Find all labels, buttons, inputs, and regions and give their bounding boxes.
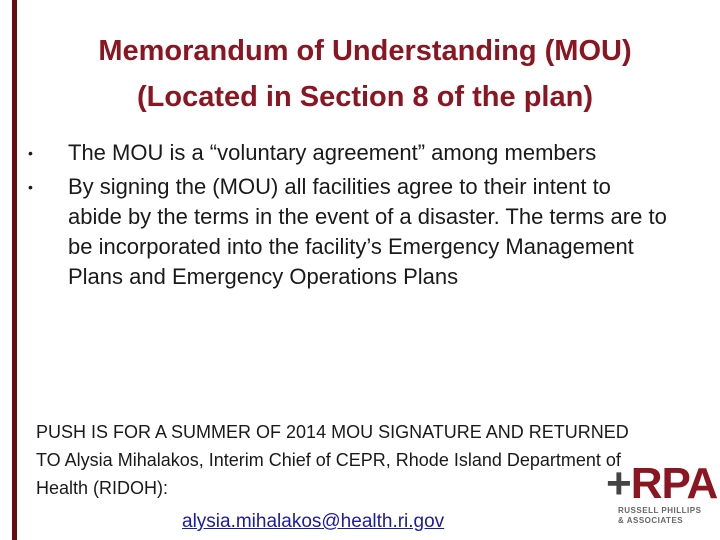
bullet-item (28, 172, 668, 292)
email-link[interactable]: alysia.mihalakos@health.ri.gov (182, 511, 445, 532)
company-logo (606, 459, 718, 536)
bullet-marker: • (28, 179, 33, 195)
logo-mark (606, 459, 718, 508)
plus-icon: + (606, 459, 631, 508)
slide-title (20, 28, 710, 120)
title-line-1: Memorandum of Understanding (MOU) (98, 35, 632, 67)
bullet-item (28, 138, 668, 168)
title-line-2: (Located in Section 8 of the plan) (137, 81, 593, 113)
left-accent-rule (12, 0, 17, 540)
logo-line-2: & ASSOCIATES (618, 516, 684, 525)
bullet-text: By signing the (MOU) all facilities agree to their intent to abide by the terms in the event of a disaster. The terms are to be incorporated into the facility’s Emergency Management Plans and Emergency Operations Plans (68, 174, 667, 289)
bullet-list (28, 138, 668, 296)
bullet-marker: • (28, 145, 33, 161)
bullet-text: The MOU is a “voluntary agreement” among members (68, 140, 597, 165)
logo-line-1: RUSSELL PHILLIPS (618, 506, 702, 515)
logo-letters: RPA (630, 459, 718, 508)
push-notice: PUSH IS FOR A SUMMER OF 2014 MOU SIGNATURE AND RETURNED TO Alysia Mihalakos, Interim Chief of CEPR, Rhode Island Department of Health (RIDOH): (36, 422, 629, 498)
